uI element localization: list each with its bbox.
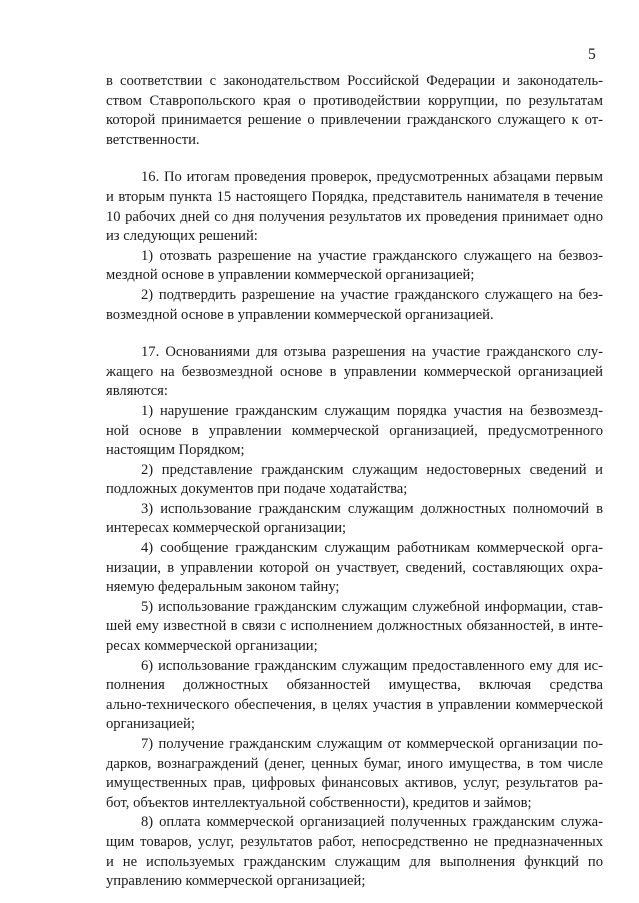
paragraph	[106, 735, 603, 813]
text-line: в соответствии с законодательством Российской Федерации и законодатель-	[106, 73, 603, 89]
page-number: 5	[588, 46, 596, 63]
paragraph	[106, 247, 603, 286]
text-line: и не используемых гражданским служащим для выполнения функций по	[106, 853, 603, 870]
text-line: 1) отозвать разрешение на участие гражданского служащего на безвоз-	[141, 247, 603, 264]
text-line: 6) использование гражданским служащим предоставленного ему для ис-	[141, 657, 603, 674]
paragraph	[106, 461, 603, 500]
text-line: бот, объектов интеллектуальной собственности), кредитов и займов;	[106, 794, 532, 811]
paragraph	[106, 539, 603, 598]
text-line: интересах коммерческой организации;	[106, 520, 347, 537]
paragraph	[106, 286, 603, 325]
text-line: щим товаров, услуг, результатов работ, непосредственно не предназначенных	[106, 833, 603, 850]
paragraph	[106, 657, 603, 735]
text-line: ством Ставропольского края о противодействии коррупции, по результатам	[106, 92, 603, 109]
text-line: из следующих решений:	[106, 228, 258, 245]
text-line: имущественных прав, цифровых финансовых активов, услуг, результатов ра-	[106, 775, 603, 792]
paragraph	[106, 598, 603, 657]
text-line: являются:	[106, 383, 168, 400]
text-line: ресах коммерческой организации;	[106, 638, 318, 655]
text-line: 3) использование гражданским служащим должностных полномочий в	[141, 500, 603, 517]
text-line: 2) подтвердить разрешение на участие гражданского служащего на без-	[141, 286, 603, 303]
text-line: 7) получение гражданским служащим от коммерческой организации по-	[141, 736, 603, 752]
text-line: 2) представление гражданским служащим недостоверных сведений и	[141, 461, 603, 478]
paragraph	[106, 168, 603, 246]
text-line: управлению коммерческой организацией;	[106, 873, 366, 890]
text-line: возмездной основе в управлении коммерческой организацией.	[106, 306, 494, 323]
paragraph	[106, 402, 603, 461]
paragraph	[106, 813, 603, 891]
text-line: няемую федеральным законом тайну;	[106, 579, 340, 596]
text-line: низации, в управлении которой он участвует, сведений, составляющих охра-	[106, 559, 603, 576]
paragraph	[106, 72, 603, 150]
text-line: дарков, вознаграждений (денег, ценных бумаг, иного имущества, в том числе	[106, 755, 603, 772]
text-line: организацией;	[106, 716, 195, 733]
text-line: настоящим Порядком;	[106, 442, 245, 459]
text-line: которой принимается решение о привлечении гражданского служащего к от-	[106, 112, 603, 129]
text-line: 10 рабочих дней со дня получения результатов их проведения принимает одно	[106, 208, 603, 225]
text-line: мездной основе в управлении коммерческой организацией;	[106, 267, 475, 284]
text-line: жащего на безвозмездной основе в управлении коммерческой организацией	[106, 363, 603, 380]
text-line: ной основе в управлении коммерческой организацией, предусмотренного	[106, 422, 603, 439]
text-line: шей ему известной в связи с исполнением должностных обязанностей, в инте-	[106, 618, 603, 635]
text-line: 17. Основаниями для отзыва разрешения на участие гражданского слу-	[141, 344, 603, 361]
text-line: и вторым пункта 15 настоящего Порядка, представитель нанимателя в течение	[106, 188, 603, 205]
text-line: 16. По итогам проведения проверок, предусмотренных абзацами первым	[141, 169, 603, 186]
text-line: 5) использование гражданским служащим служебной информации, став-	[141, 598, 603, 615]
text-line: подложных документов при подаче ходатайства;	[106, 481, 408, 498]
document-body	[106, 72, 603, 892]
text-line: 1) нарушение гражданским служащим порядка участия на безвозмезд-	[141, 402, 603, 419]
text-line: ветственности.	[106, 131, 200, 148]
text-line: 4) сообщение гражданским служащим работникам коммерческой орга-	[141, 540, 603, 557]
text-line: 8) оплата коммерческой организацией полученных гражданским служа-	[141, 814, 603, 831]
paragraph	[106, 343, 603, 402]
text-line: ально-технического обеспечения, в целях участия в управлении коммерческой	[106, 696, 603, 713]
paragraph	[106, 500, 603, 539]
text-line: полнения должностных обязанностей имущества, включая средства	[106, 677, 603, 694]
